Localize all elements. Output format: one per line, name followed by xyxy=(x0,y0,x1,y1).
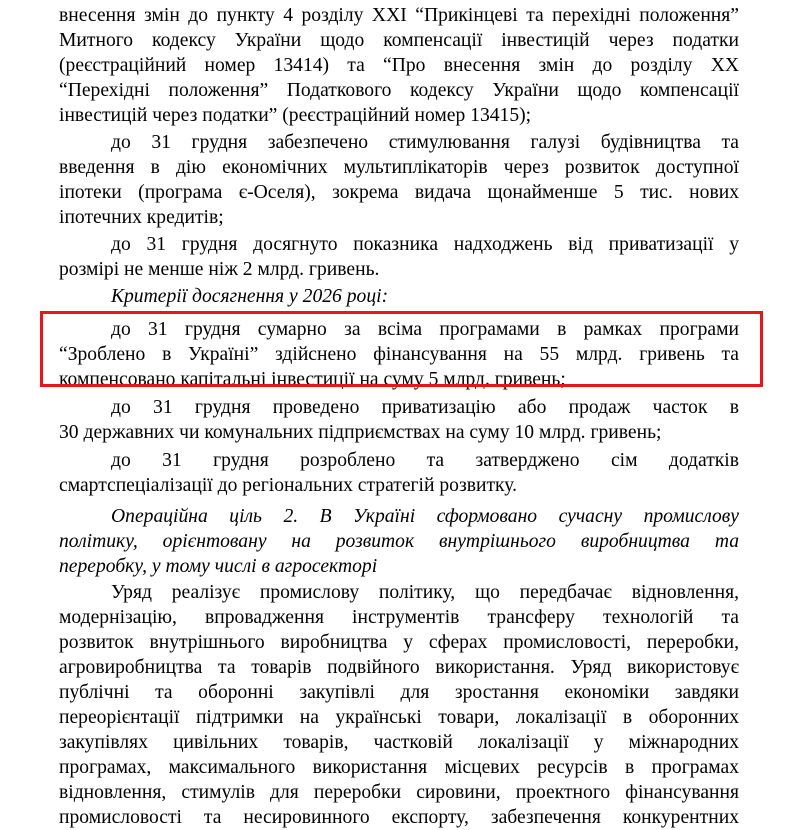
text-line: смартспеціалізації до регіональних стратегій розвитку. xyxy=(59,475,517,496)
text-line: (реєстраційний номер 13414) та “Про внесення змін до розділу XX xyxy=(59,55,739,76)
criteria-heading: Критерії досягнення у 2026 році: xyxy=(111,286,389,307)
text-line: 30 державних чи комунальних підприємствах на суму 10 млрд. гривень; xyxy=(59,422,662,443)
text-line: введення в дію економічних мультиплікаторів через розвиток доступної xyxy=(59,157,739,178)
text-line: розмірі не менше ніж 2 млрд. гривень. xyxy=(59,259,380,280)
text-line: модернізацію, впровадження інструментів трансферу технологій та xyxy=(59,607,739,628)
section-heading: політику, орієнтовану на розвиток внутрішнього виробництва та xyxy=(59,531,739,552)
text-line: Митного кодексу України щодо компенсації інвестицій через податки xyxy=(59,30,739,51)
text-line: промисловості та несировинного експорту, забезпечення конкурентних xyxy=(59,807,739,828)
text-line: Уряд реалізує промислову політику, що передбачає відновлення, xyxy=(111,582,739,603)
text-line: закупівлях цивільних товарів, частковій локалізації у міжнародних xyxy=(59,732,739,753)
text-line: розвиток внутрішнього виробництва у сферах промисловості, переробки, xyxy=(59,632,739,653)
highlighted-line: до 31 грудня сумарно за всіма програмами в рамках програми xyxy=(111,319,739,340)
highlighted-line: “Зроблено в Україні” здійснено фінансування на 55 млрд. гривень та xyxy=(59,344,739,365)
section-heading: переробку, у тому числі в агросекторі xyxy=(59,556,378,577)
text-line: до 31 грудня забезпечено стимулювання галузі будівництва та xyxy=(111,132,739,153)
text-line: відновлення, стимулів для переробки сировини, проектного фінансування xyxy=(59,782,739,803)
text-line: внесення змін до пункту 4 розділу XXI “Прикінцеві та перехідні положення” xyxy=(59,5,739,26)
text-line: агровиробництва та товарів подвійного використання. Уряд використовує xyxy=(59,657,739,678)
text-line: до 31 грудня досягнуто показника надходжень від приватизації у xyxy=(111,234,739,255)
text-line: публічні та оборонні закупівлі для зростання економіки завдяки xyxy=(59,682,739,703)
text-line: іпотеки (програма є-Оселя), зокрема видача щонайменше 5 тис. нових xyxy=(59,182,739,203)
text-line: іпотечних кредитів; xyxy=(59,207,224,228)
text-line: інвестицій через податки” (реєстраційний номер 13415); xyxy=(59,105,532,126)
highlighted-line: компенсовано капітальні інвестиції на суму 5 млрд. гривень; xyxy=(59,369,566,390)
text-line: “Перехідні положення” Податкового кодексу України щодо компенсації xyxy=(59,80,739,101)
text-line: програмах, максимального використання місцевих ресурсів в програмах xyxy=(59,757,739,778)
text-line: до 31 грудня проведено приватизацію або продаж часток в xyxy=(111,397,739,418)
text-line: до 31 грудня розроблено та затверджено сім додатків xyxy=(111,450,739,471)
text-line: переорієнтації підтримки на українські товари, локалізації в оборонних xyxy=(59,707,739,728)
section-heading: Операційна ціль 2. В Україні сформовано сучасну промислову xyxy=(111,506,739,527)
